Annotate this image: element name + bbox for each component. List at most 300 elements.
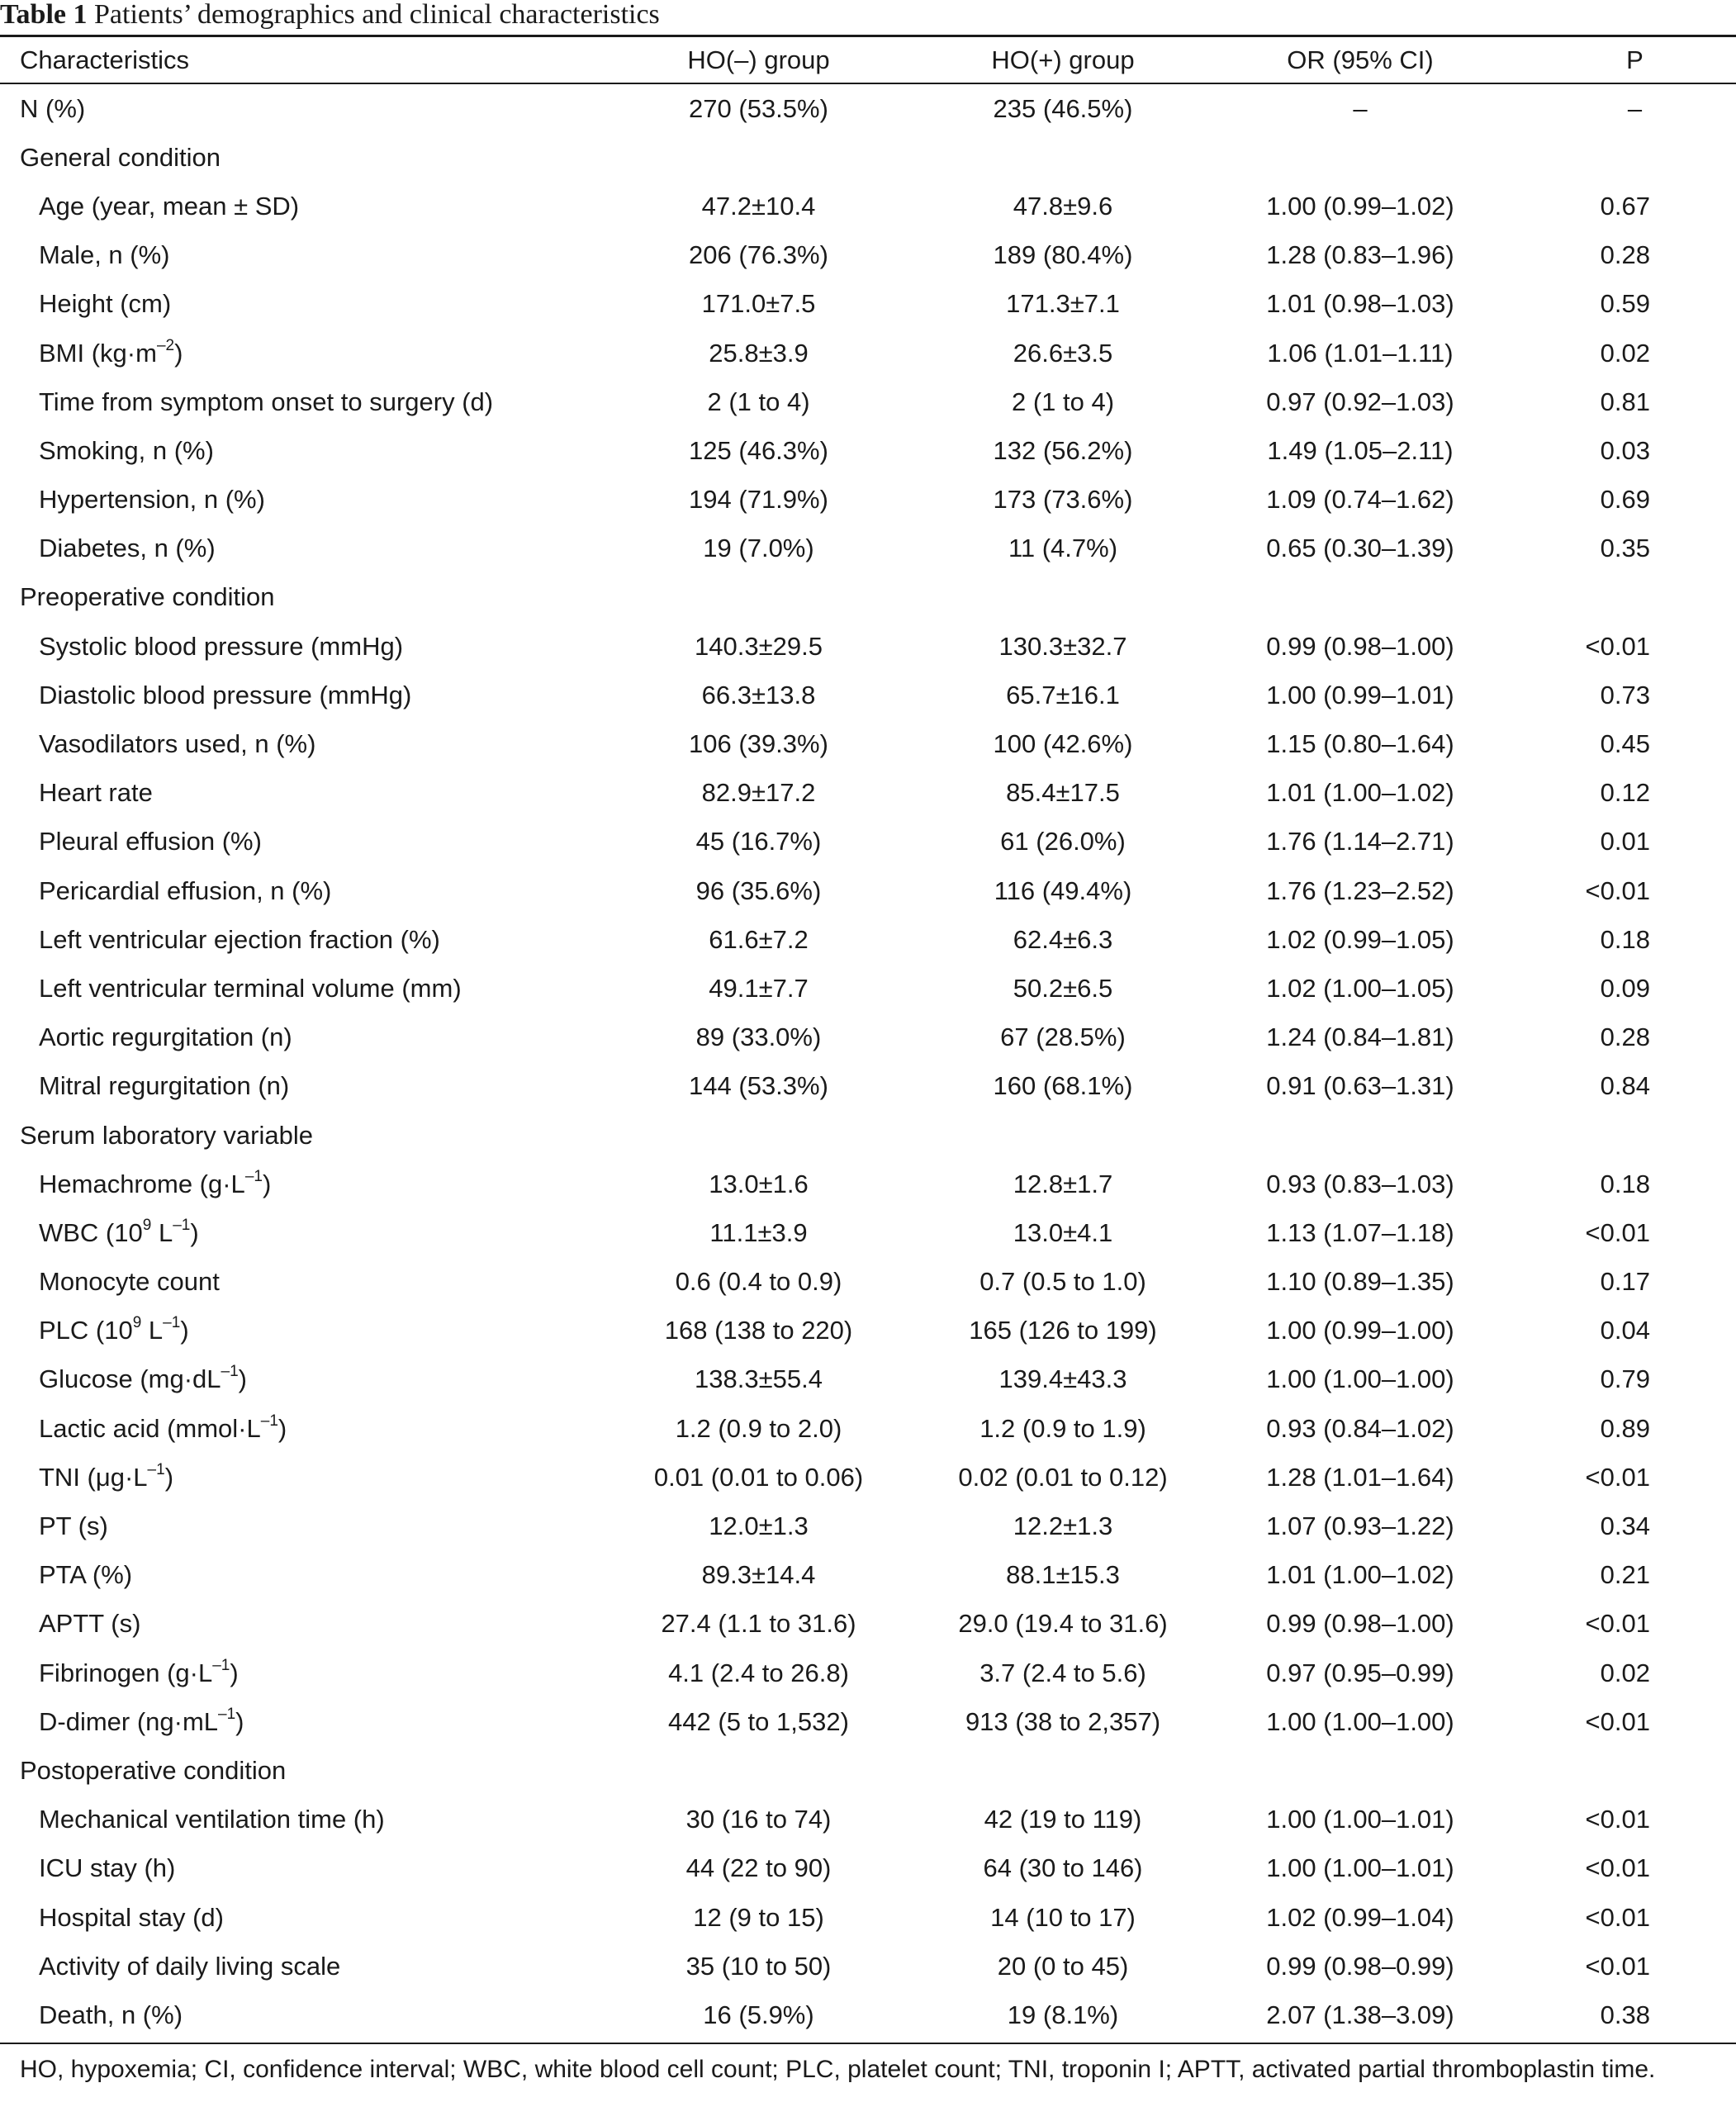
p-value: 0.18 xyxy=(1600,924,1650,954)
table-row xyxy=(0,1258,1736,1307)
ho-positive-value: 173 (73.6%) xyxy=(993,485,1133,515)
label-suffix: ) xyxy=(174,338,183,368)
label-suffix: ) xyxy=(262,1169,272,1198)
ho-negative-value: 106 (39.3%) xyxy=(689,729,828,759)
odds-ratio-value: 0.93 (0.84–1.02) xyxy=(1266,1413,1454,1443)
table-footnote: HO, hypoxemia; CI, confidence interval; WBC, white blood cell count; PLC, platelet count; TNI, troponin I; APTT, activated partial thromboplastin time. xyxy=(20,2056,1656,2083)
label-text: Aortic regurgitation (n) xyxy=(39,1023,292,1052)
column-header-or-ci: OR (95% CI) xyxy=(1287,45,1434,74)
odds-ratio-value: 1.15 (0.80–1.64) xyxy=(1266,729,1454,759)
label-text: Heart rate xyxy=(39,778,153,808)
table-row xyxy=(0,231,1736,280)
header-row xyxy=(0,36,1736,84)
label-text: Mitral regurgitation (n) xyxy=(39,1071,290,1101)
label-superscript: 9 xyxy=(132,1314,142,1332)
section-label xyxy=(0,1746,578,1795)
table-row xyxy=(0,1551,1736,1600)
odds-ratio-value: 1.09 (0.74–1.62) xyxy=(1266,485,1454,515)
odds-ratio-value: 1.00 (0.99–1.02) xyxy=(1266,191,1454,221)
label-suffix: ) xyxy=(277,1413,287,1443)
ho-negative-value: 2 (1 to 4) xyxy=(707,387,810,416)
label-superscript: –1 xyxy=(244,1167,263,1185)
table-row xyxy=(0,1355,1736,1404)
table-row xyxy=(0,1600,1736,1649)
p-value: <0.01 xyxy=(1585,1217,1650,1247)
label-text: Male, n (%) xyxy=(39,240,170,270)
ho-negative-value: 138.3±55.4 xyxy=(695,1364,823,1394)
p-value: <0.01 xyxy=(1585,1805,1650,1834)
odds-ratio-value: 1.00 (1.00–1.01) xyxy=(1266,1853,1454,1883)
odds-ratio-value: 1.49 (1.05–2.11) xyxy=(1267,435,1454,465)
characteristic-label xyxy=(0,476,578,524)
label-text: ICU stay (h) xyxy=(39,1853,176,1883)
table-row xyxy=(0,915,1736,964)
table-row xyxy=(0,1893,1736,1942)
ho-positive-value: 132 (56.2%) xyxy=(993,435,1133,465)
ho-positive-value: 139.4±43.3 xyxy=(998,1364,1127,1394)
ho-negative-value: 12 (9 to 15) xyxy=(693,1902,824,1932)
label-text: Glucose (mg·dL xyxy=(39,1364,221,1394)
label-suffix: ) xyxy=(164,1462,174,1492)
ho-positive-value: 26.6±3.5 xyxy=(1013,338,1113,368)
p-value: 0.84 xyxy=(1600,1071,1650,1101)
characteristic-label xyxy=(0,524,578,573)
ho-negative-value: 1.2 (0.9 to 2.0) xyxy=(675,1413,842,1443)
ho-negative-value: 96 (35.6%) xyxy=(695,875,822,905)
ho-negative-value: 442 (5 to 1,532) xyxy=(668,1706,849,1736)
table-caption xyxy=(0,0,660,33)
label-superscript: –2 xyxy=(156,336,175,354)
table-row xyxy=(0,1013,1736,1062)
characteristic-label xyxy=(0,1062,578,1111)
label-text: BMI (kg·m xyxy=(39,338,157,368)
section-spacer xyxy=(578,573,1736,622)
label-superscript: –1 xyxy=(212,1656,230,1674)
ho-positive-value: 130.3±32.7 xyxy=(998,631,1127,661)
table-row xyxy=(0,1991,1736,2039)
p-value: <0.01 xyxy=(1585,1951,1650,1981)
section-label xyxy=(0,573,578,622)
odds-ratio-value: 0.91 (0.63–1.31) xyxy=(1266,1071,1454,1101)
ho-positive-value: 165 (126 to 199) xyxy=(969,1316,1157,1345)
characteristic-label xyxy=(0,426,578,475)
table-row xyxy=(0,1649,1736,1697)
p-value: 0.79 xyxy=(1600,1364,1650,1394)
characteristic-label xyxy=(0,964,578,1013)
p-value: 0.03 xyxy=(1600,435,1650,465)
table-row xyxy=(0,1453,1736,1502)
table-row xyxy=(0,1502,1736,1550)
ho-negative-value: 47.2±10.4 xyxy=(701,191,816,221)
p-value: 0.81 xyxy=(1600,387,1650,416)
characteristic-label xyxy=(0,1600,578,1649)
ho-positive-value: 62.4±6.3 xyxy=(1013,924,1113,954)
label-text: Postoperative condition xyxy=(20,1755,287,1785)
label-text: Height (cm) xyxy=(39,289,172,319)
odds-ratio-value: 1.24 (0.84–1.81) xyxy=(1266,1023,1454,1052)
label-suffix: L xyxy=(141,1316,164,1345)
ho-positive-value: 67 (28.5%) xyxy=(1000,1023,1126,1052)
label-superscript: –1 xyxy=(173,1216,191,1234)
odds-ratio-value: 0.65 (0.30–1.39) xyxy=(1266,534,1454,563)
ho-positive-value: 88.1±15.3 xyxy=(1006,1560,1120,1590)
odds-ratio-value: 1.01 (1.00–1.02) xyxy=(1266,778,1454,808)
table-row xyxy=(0,524,1736,573)
table-row xyxy=(0,280,1736,329)
label-text: Activity of daily living scale xyxy=(39,1951,341,1981)
label-text: Diabetes, n (%) xyxy=(39,534,216,563)
label-text: PT (s) xyxy=(39,1511,108,1541)
section-spacer xyxy=(578,1111,1736,1160)
p-value: <0.01 xyxy=(1585,631,1650,661)
odds-ratio-value: 1.06 (1.01–1.11) xyxy=(1267,338,1454,368)
characteristic-label xyxy=(0,866,578,915)
ho-negative-value: 66.3±13.8 xyxy=(701,680,816,709)
ho-positive-value: 12.2±1.3 xyxy=(1013,1511,1113,1541)
characteristic-label xyxy=(0,329,578,377)
ho-negative-value: 194 (71.9%) xyxy=(689,485,828,515)
odds-ratio-value: 1.01 (1.00–1.02) xyxy=(1266,1560,1454,1590)
label-text: TNI (μg·L xyxy=(39,1462,148,1492)
p-value: 0.02 xyxy=(1600,1658,1650,1687)
odds-ratio-value: 1.28 (0.83–1.96) xyxy=(1266,240,1454,270)
p-value: 0.12 xyxy=(1600,778,1650,808)
p-value: 0.45 xyxy=(1600,729,1650,759)
p-value: <0.01 xyxy=(1585,1462,1650,1492)
ho-negative-value: 140.3±29.5 xyxy=(695,631,823,661)
table-row xyxy=(0,1844,1736,1893)
ho-positive-value: 29.0 (19.4 to 31.6) xyxy=(958,1609,1168,1639)
label-suffix: ) xyxy=(230,1658,239,1687)
ho-negative-value: 168 (138 to 220) xyxy=(664,1316,853,1345)
column-header-ho-positive: HO(+) group xyxy=(991,45,1135,74)
p-value: 0.02 xyxy=(1600,338,1650,368)
odds-ratio-value: 1.00 (1.00–1.01) xyxy=(1266,1805,1454,1834)
label-text: Hemachrome (g·L xyxy=(39,1169,245,1198)
section-spacer xyxy=(578,133,1736,182)
p-value: 0.04 xyxy=(1600,1316,1650,1345)
ho-positive-value: 235 (46.5%) xyxy=(993,93,1133,123)
ho-positive-value: 189 (80.4%) xyxy=(993,240,1133,270)
ho-negative-value: 125 (46.3%) xyxy=(689,435,828,465)
odds-ratio-value: 1.10 (0.89–1.35) xyxy=(1266,1267,1454,1297)
bottom-rule xyxy=(0,2043,1736,2044)
ho-positive-value: 160 (68.1%) xyxy=(993,1071,1133,1101)
section-header-row xyxy=(0,573,1736,622)
ho-positive-value: 64 (30 to 146) xyxy=(983,1853,1143,1883)
label-text: General condition xyxy=(20,142,221,172)
column-header-ho-negative: HO(–) group xyxy=(687,45,830,74)
label-text: Vasodilators used, n (%) xyxy=(39,729,316,759)
table-row xyxy=(0,622,1736,671)
p-value: 0.21 xyxy=(1600,1560,1650,1590)
p-value: <0.01 xyxy=(1585,1609,1650,1639)
ho-positive-value: 171.3±7.1 xyxy=(1006,289,1120,319)
p-value: 0.34 xyxy=(1600,1511,1650,1541)
table-row xyxy=(0,1697,1736,1746)
table-row xyxy=(0,964,1736,1013)
ho-positive-value: 65.7±16.1 xyxy=(1006,680,1120,709)
ho-positive-value: 11 (4.7%) xyxy=(1008,534,1118,563)
p-value: 0.17 xyxy=(1600,1267,1650,1297)
p-value: 0.35 xyxy=(1600,534,1650,563)
label-text: Mechanical ventilation time (h) xyxy=(39,1805,385,1834)
ho-negative-value: 206 (76.3%) xyxy=(689,240,828,270)
characteristic-label xyxy=(0,1697,578,1746)
odds-ratio-value: 1.01 (0.98–1.03) xyxy=(1266,289,1454,319)
p-value: 0.38 xyxy=(1600,2000,1650,2029)
ho-positive-value: 12.8±1.7 xyxy=(1013,1169,1113,1198)
characteristic-label xyxy=(0,769,578,818)
ho-positive-value: 100 (42.6%) xyxy=(993,729,1133,759)
odds-ratio-value: 0.93 (0.83–1.03) xyxy=(1266,1169,1454,1198)
odds-ratio-value: 0.99 (0.98–0.99) xyxy=(1266,1951,1454,1981)
odds-ratio-value: 1.76 (1.14–2.71) xyxy=(1266,827,1454,856)
characteristic-label xyxy=(0,915,578,964)
label-text: Serum laboratory variable xyxy=(20,1120,313,1150)
table-row xyxy=(0,426,1736,475)
ho-negative-value: 16 (5.9%) xyxy=(703,2000,814,2029)
table-row xyxy=(0,719,1736,768)
p-value: <0.01 xyxy=(1585,1853,1650,1883)
ho-positive-value: 13.0±4.1 xyxy=(1013,1217,1113,1247)
table-caption-label: Table 1 xyxy=(0,0,88,30)
characteristic-label xyxy=(0,1551,578,1600)
label-superscript: –1 xyxy=(163,1314,181,1332)
ho-negative-value: 19 (7.0%) xyxy=(703,534,814,563)
section-header-row xyxy=(0,133,1736,182)
characteristic-label xyxy=(0,1649,578,1697)
characteristic-label xyxy=(0,1160,578,1208)
label-text: Systolic blood pressure (mmHg) xyxy=(39,631,404,661)
label-text: Death, n (%) xyxy=(39,2000,183,2029)
ho-negative-value: 49.1±7.7 xyxy=(709,973,809,1003)
characteristic-label xyxy=(0,231,578,280)
ho-positive-value: 50.2±6.5 xyxy=(1013,973,1113,1003)
label-text: Left ventricular terminal volume (mm) xyxy=(39,973,462,1003)
table-row xyxy=(0,1404,1736,1453)
characteristic-label xyxy=(0,377,578,426)
characteristic-label xyxy=(0,1942,578,1991)
label-text: Fibrinogen (g·L xyxy=(39,1658,213,1687)
odds-ratio-value: 0.97 (0.92–1.03) xyxy=(1266,387,1454,416)
table-row xyxy=(0,1208,1736,1257)
characteristic-label xyxy=(0,84,578,133)
odds-ratio-value: 1.02 (1.00–1.05) xyxy=(1266,973,1454,1003)
label-text: D-dimer (ng·mL xyxy=(39,1706,219,1736)
p-value: 0.59 xyxy=(1600,289,1650,319)
ho-positive-value: 47.8±9.6 xyxy=(1013,191,1113,221)
odds-ratio-value: 1.02 (0.99–1.04) xyxy=(1266,1902,1454,1932)
table-caption-title: Patients’ demographics and clinical characteristics xyxy=(94,0,660,30)
p-value: 0.28 xyxy=(1600,240,1650,270)
label-text: Age (year, mean ± SD) xyxy=(39,191,300,221)
label-text: Time from symptom onset to surgery (d) xyxy=(39,387,494,416)
section-spacer xyxy=(578,1746,1736,1795)
characteristic-label xyxy=(0,1502,578,1550)
p-value: – xyxy=(1627,93,1643,123)
ho-positive-value: 116 (49.4%) xyxy=(994,875,1132,905)
characteristic-label xyxy=(0,1844,578,1893)
label-suffix: ) xyxy=(238,1364,247,1394)
ho-negative-value: 171.0±7.5 xyxy=(701,289,816,319)
odds-ratio-value: 1.02 (0.99–1.05) xyxy=(1266,924,1454,954)
characteristic-label xyxy=(0,182,578,230)
label-text: Hypertension, n (%) xyxy=(39,485,265,515)
odds-ratio-value: 1.00 (0.99–1.00) xyxy=(1266,1316,1454,1345)
label-superscript: –1 xyxy=(260,1412,278,1430)
table-row xyxy=(0,84,1736,133)
characteristic-label xyxy=(0,1453,578,1502)
label-text: PLC (10 xyxy=(39,1316,133,1345)
ho-negative-value: 45 (16.7%) xyxy=(695,827,822,856)
p-value: <0.01 xyxy=(1585,1706,1650,1736)
ho-negative-value: 0.6 (0.4 to 0.9) xyxy=(675,1267,842,1297)
ho-positive-value: 2 (1 to 4) xyxy=(1011,387,1115,416)
table-row xyxy=(0,1796,1736,1844)
ho-negative-value: 0.01 (0.01 to 0.06) xyxy=(653,1462,864,1492)
ho-negative-value: 89 (33.0%) xyxy=(695,1023,822,1052)
ho-positive-value: 85.4±17.5 xyxy=(1006,778,1120,808)
ho-negative-value: 61.6±7.2 xyxy=(709,924,809,954)
p-value: 0.01 xyxy=(1600,827,1650,856)
characteristic-label xyxy=(0,1307,578,1355)
table-row xyxy=(0,182,1736,230)
ho-positive-value: 1.2 (0.9 to 1.9) xyxy=(979,1413,1146,1443)
ho-negative-value: 30 (16 to 74) xyxy=(685,1805,832,1834)
table-row xyxy=(0,329,1736,377)
odds-ratio-value: 1.00 (1.00–1.00) xyxy=(1266,1706,1454,1736)
ho-positive-value: 0.7 (0.5 to 1.0) xyxy=(979,1267,1146,1297)
section-header-row xyxy=(0,1111,1736,1160)
characteristic-label xyxy=(0,1208,578,1257)
ho-positive-value: 19 (8.1%) xyxy=(1007,2000,1119,2029)
column-header-characteristics: Characteristics xyxy=(20,45,189,74)
column-header-p: P xyxy=(1626,45,1644,74)
ho-negative-value: 11.1±3.9 xyxy=(709,1217,808,1247)
p-value: 0.18 xyxy=(1600,1169,1650,1198)
ho-positive-value: 42 (19 to 119) xyxy=(984,1805,1142,1834)
label-text: N (%) xyxy=(20,93,86,123)
characteristic-label xyxy=(0,1404,578,1453)
label-superscript: –1 xyxy=(147,1460,165,1478)
characteristic-label xyxy=(0,622,578,671)
table-row xyxy=(0,671,1736,719)
p-value: <0.01 xyxy=(1585,1902,1650,1932)
section-label xyxy=(0,133,578,182)
ho-negative-value: 4.1 (2.4 to 26.8) xyxy=(668,1658,849,1687)
p-value: 0.69 xyxy=(1600,485,1650,515)
odds-ratio-value: 1.00 (1.00–1.00) xyxy=(1266,1364,1454,1394)
section-label xyxy=(0,1111,578,1160)
ho-negative-value: 35 (10 to 50) xyxy=(685,1951,832,1981)
odds-ratio-value: 0.99 (0.98–1.00) xyxy=(1266,631,1454,661)
characteristic-label xyxy=(0,1355,578,1404)
characteristic-label xyxy=(0,1258,578,1307)
label-superscript: –1 xyxy=(218,1705,236,1723)
characteristic-label xyxy=(0,818,578,866)
label-suffix: ) xyxy=(235,1706,244,1736)
label-text: PTA (%) xyxy=(39,1560,133,1590)
ho-negative-value: 12.0±1.3 xyxy=(709,1511,809,1541)
odds-ratio-value: 1.00 (0.99–1.01) xyxy=(1266,680,1454,709)
table-row xyxy=(0,1942,1736,1991)
label-text: Left ventricular ejection fraction (%) xyxy=(39,924,440,954)
ho-positive-value: 61 (26.0%) xyxy=(1000,827,1126,856)
p-value: 0.28 xyxy=(1600,1023,1650,1052)
table-row xyxy=(0,476,1736,524)
ho-negative-value: 89.3±14.4 xyxy=(701,1560,816,1590)
ho-positive-value: 3.7 (2.4 to 5.6) xyxy=(979,1658,1146,1687)
ho-negative-value: 13.0±1.6 xyxy=(709,1169,809,1198)
odds-ratio-value: 1.76 (1.23–2.52) xyxy=(1266,875,1454,905)
label-suffix: ) xyxy=(180,1316,189,1345)
table-row xyxy=(0,1062,1736,1111)
label-superscript: –1 xyxy=(221,1363,239,1381)
p-value: 0.89 xyxy=(1600,1413,1650,1443)
ho-positive-value: 20 (0 to 45) xyxy=(997,1951,1129,1981)
table-row xyxy=(0,769,1736,818)
label-text: Hospital stay (d) xyxy=(39,1902,224,1932)
table-row xyxy=(0,818,1736,866)
odds-ratio-value: 1.28 (1.01–1.64) xyxy=(1266,1462,1454,1492)
ho-negative-value: 25.8±3.9 xyxy=(709,338,809,368)
label-superscript: 9 xyxy=(142,1216,152,1234)
label-text: Monocyte count xyxy=(39,1267,220,1297)
table-row xyxy=(0,866,1736,915)
label-text: APTT (s) xyxy=(39,1609,141,1639)
ho-positive-value: 913 (38 to 2,357) xyxy=(965,1706,1161,1736)
ho-positive-value: 0.02 (0.01 to 0.12) xyxy=(958,1462,1168,1492)
ho-negative-value: 44 (22 to 90) xyxy=(685,1853,832,1883)
table-row xyxy=(0,1160,1736,1208)
characteristic-label xyxy=(0,671,578,719)
odds-ratio-value: 1.07 (0.93–1.22) xyxy=(1266,1511,1454,1541)
ho-negative-value: 27.4 (1.1 to 31.6) xyxy=(661,1609,856,1639)
table-row xyxy=(0,1307,1736,1355)
ho-negative-value: 144 (53.3%) xyxy=(689,1071,828,1101)
p-value: 0.73 xyxy=(1600,680,1650,709)
label-text: Lactic acid (mmol·L xyxy=(39,1413,261,1443)
label-text: Pleural effusion (%) xyxy=(39,827,262,856)
label-text: Pericardial effusion, n (%) xyxy=(39,875,332,905)
characteristic-label xyxy=(0,1796,578,1844)
ho-negative-value: 82.9±17.2 xyxy=(701,778,816,808)
odds-ratio-value: 0.97 (0.95–0.99) xyxy=(1266,1658,1454,1687)
odds-ratio-value: 2.07 (1.38–3.09) xyxy=(1266,2000,1454,2029)
table-body xyxy=(0,84,1736,2040)
label-text: Preoperative condition xyxy=(20,582,275,612)
characteristic-label xyxy=(0,1013,578,1062)
p-value: <0.01 xyxy=(1585,875,1650,905)
characteristic-label xyxy=(0,280,578,329)
table-row xyxy=(0,377,1736,426)
characteristics-table xyxy=(0,36,1736,2040)
ho-negative-value: 270 (53.5%) xyxy=(689,93,828,123)
characteristic-label xyxy=(0,1991,578,2039)
odds-ratio-value: 0.99 (0.98–1.00) xyxy=(1266,1609,1454,1639)
label-suffix: L xyxy=(151,1217,173,1247)
label-text: Diastolic blood pressure (mmHg) xyxy=(39,680,412,709)
ho-positive-value: 14 (10 to 17) xyxy=(990,1902,1136,1932)
label-suffix: ) xyxy=(190,1217,199,1247)
section-header-row xyxy=(0,1746,1736,1795)
odds-ratio-value: – xyxy=(1353,93,1368,123)
label-text: Smoking, n (%) xyxy=(39,435,214,465)
characteristic-label xyxy=(0,1893,578,1942)
odds-ratio-value: 1.13 (1.07–1.18) xyxy=(1266,1217,1454,1247)
characteristic-label xyxy=(0,719,578,768)
